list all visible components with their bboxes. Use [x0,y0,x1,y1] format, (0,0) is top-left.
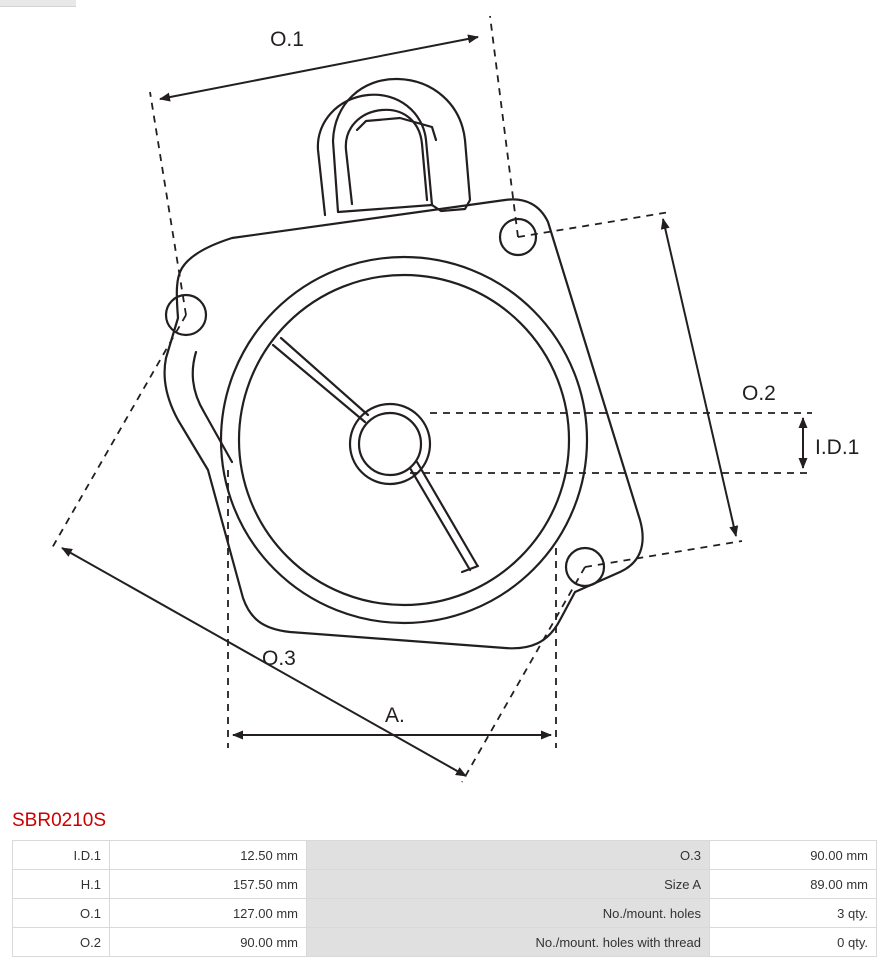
spec-label: H.1 [13,870,110,899]
hub-inner-circle [359,413,421,475]
spec-label-2: No./mount. holes [307,899,710,928]
ext-o1-left [150,92,186,315]
ext-o2-bottom [585,541,742,567]
specification-table [12,840,877,957]
table-row [13,870,877,899]
spec-label: O.1 [13,899,110,928]
housing-inner-notch [193,352,232,462]
dim-label-o2: O.2 [742,382,776,405]
spec-value-2: 89.00 mm [710,870,877,899]
spec-label-2: O.3 [307,841,710,870]
spec-value-2: 90.00 mm [710,841,877,870]
spec-label-2: Size A [307,870,710,899]
bore-circle-outer [221,257,587,623]
spoke-lower-right-2 [417,462,477,565]
spec-value: 90.00 mm [110,928,307,957]
table-row [13,841,877,870]
part-code-title: SBR0210S [12,810,107,831]
hub-outer-circle [350,404,430,484]
dim-label-o3: O.3 [262,647,296,670]
table-row [13,899,877,928]
spec-label: I.D.1 [13,841,110,870]
spec-value: 12.50 mm [110,841,307,870]
dim-label-o1: O.1 [270,28,304,51]
ext-o3-upper [52,315,186,548]
spec-value-2: 3 qty. [710,899,877,928]
spoke-lower-right [410,468,470,570]
spec-value: 127.00 mm [110,899,307,928]
ext-o1-right [490,16,518,237]
dim-label-a: A. [385,704,405,727]
dim-label-id1: I.D.1 [815,436,860,459]
spec-label: O.2 [13,928,110,957]
dim-line-o2 [663,219,736,536]
spoke-upper-left [273,345,365,422]
lug-inner [346,110,427,204]
ext-o3-lower [462,567,585,782]
ext-o2-top [518,212,670,237]
spoke-upper-left-2 [281,338,368,415]
table-row [13,928,877,957]
spec-value-2: 0 qty. [710,928,877,957]
bore-circle-inner [239,275,569,605]
dim-line-o1 [160,37,478,99]
spec-label-2: No./mount. holes with thread [307,928,710,957]
spec-value: 157.50 mm [110,870,307,899]
